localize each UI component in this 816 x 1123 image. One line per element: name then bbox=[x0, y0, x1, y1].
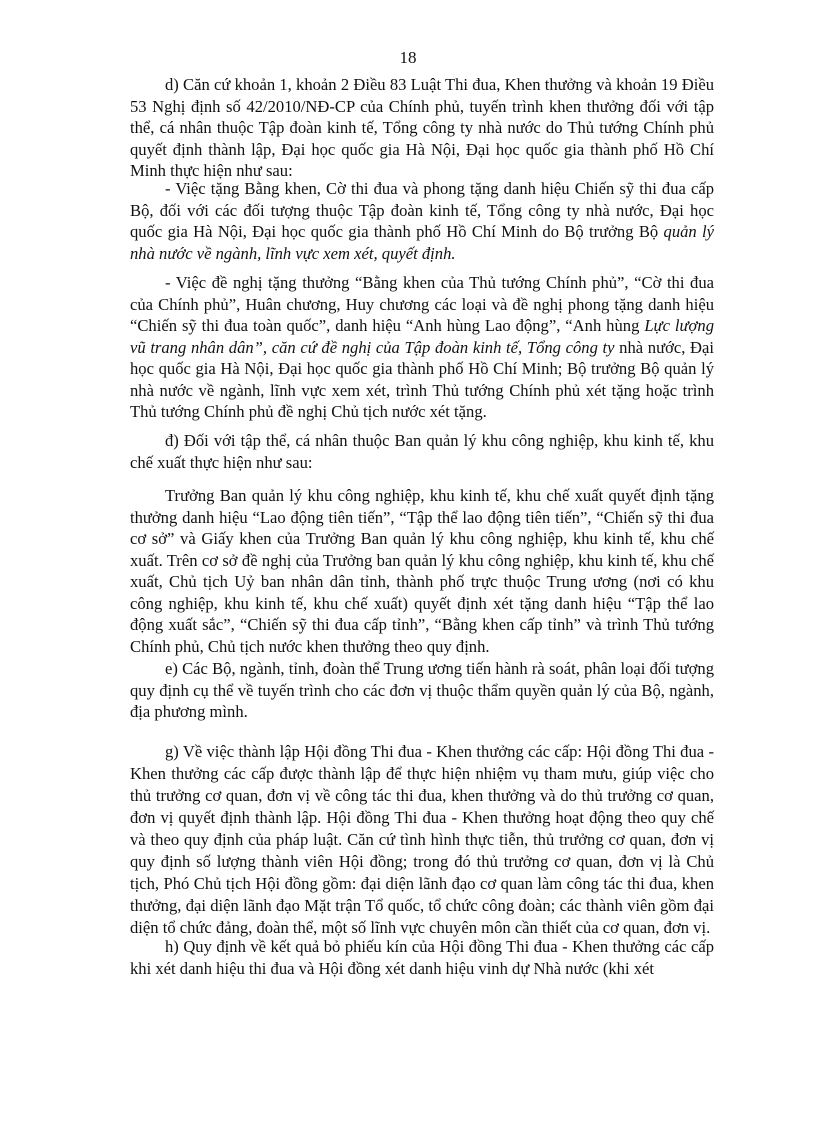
paragraph-d-bullet-1 bbox=[130, 178, 714, 264]
paragraph-d-bullet-2-text: - Việc đề nghị tặng thưởng “Bằng khen của Thủ tướng Chính phủ”, “Cờ thi đua của Chính phủ”, Huân chương, Huy chương các loại và đề nghị phong tặng danh hiệu “Chiến sỹ thi đua toàn quốc”, danh hiệu “Anh hùng Lao động”, “Anh hùng bbox=[130, 273, 714, 335]
paragraph-dd-body bbox=[130, 485, 714, 657]
paragraph-d-bullet-2-italic: Lực lượng vũ trang nhân dân”, căn cứ đề nghị của Tập đoàn kinh tế, Tổng công ty bbox=[130, 316, 715, 357]
paragraph-h bbox=[130, 936, 714, 979]
paragraph-h-text: h) Quy định về kết quả bỏ phiếu kín của Hội đồng Thi đua - Khen thưởng các cấp khi xét danh hiệu thi đua và Hội đồng xét danh hiệu vinh dự Nhà nước (khi xét bbox=[130, 937, 714, 978]
paragraph-dd-body-text: Trưởng Ban quản lý khu công nghiệp, khu kinh tế, khu chế xuất quyết định tặng thưởng danh hiệu “Lao động tiên tiến”, “Tập thể lao động tiên tiến”, “Chiến sỹ thi đua cơ sở” và Giấy khen của Trưởng Ban quản lý khu công nghiệp, khu kinh tế, khu chế xuất. Trên cơ sở đề nghị của Trưởng ban quản lý khu công nghiệp, khu kinh tế, khu chế xuất, Chủ tịch Uỷ ban nhân dân tỉnh, thành phố trực thuộc Trung ương (nơi có khu công nghiệp, khu kinh tế, khu chế xuất) quyết định xét tặng danh hiệu “Tập thể lao động xuất sắc”, “Chiến sỹ thi đua cấp tỉnh”, “Bằng khen cấp tỉnh” và trình Thủ tướng Chính phủ, Chủ tịch nước khen thưởng theo quy định. bbox=[130, 486, 714, 656]
paragraph-d-bullet-1-italic: quản lý nhà nước về ngành, lĩnh vực xem xét, quyết định. bbox=[130, 222, 714, 263]
paragraph-d-bullet-2-text-after: nhà nước, Đại học quốc gia Hà Nội, Đại học quốc gia thành phố Hồ Chí Minh; Bộ trưởng Bộ quản lý nhà nước về ngành, lĩnh vực xem xét, trình Thủ tướng Chính phủ xét tặng hoặc trình Thủ tướng Chính phủ đề nghị Chủ tịch nước xét tặng. bbox=[130, 337, 714, 421]
paragraph-d-bullet-2 bbox=[130, 272, 714, 423]
paragraph-g-text: g) Về việc thành lập Hội đồng Thi đua - Khen thưởng các cấp: Hội đồng Thi đua - Khen thưởng các cấp được thành lập để thực hiện nhiệm vụ tham mưu, giúp việc cho thủ trưởng cơ quan, đơn vị về công tác thi đua, khen thưởng và do thủ trưởng cơ quan, đơn vị quyết định thành lập. Hội đồng Thi đua - Khen thưởng hoạt động theo quy chế và theo quy định của pháp luật. Căn cứ tình hình thực tiễn, thủ trưởng cơ quan, đơn vị quy định số lượng thành viên Hội đồng; trong đó thủ trưởng cơ quan, đơn vị là Chủ tịch, Phó Chủ tịch Hội đồng gồm: đại diện lãnh đạo cơ quan làm công tác thi đua, khen thưởng, đại diện lãnh đạo Mặt trận Tổ quốc, tổ chức công đoàn; các thành viên gồm đại diện tổ chức đảng, đoàn thể, một số lĩnh vực chuyên môn cần thiết của cơ quan, đơn vị. bbox=[130, 742, 714, 937]
paragraph-d bbox=[130, 74, 714, 182]
paragraph-dd bbox=[130, 430, 714, 473]
paragraph-g bbox=[130, 741, 714, 939]
paragraph-dd-text: đ) Đối với tập thể, cá nhân thuộc Ban quản lý khu công nghiệp, khu kinh tế, khu chế xuất thực hiện như sau: bbox=[130, 431, 714, 472]
page-number: 18 bbox=[399, 48, 417, 67]
paragraph-d-bullet-1-text: - Việc tặng Bằng khen, Cờ thi đua và phong tặng danh hiệu Chiến sỹ thi đua cấp Bộ, đối với các đối tượng thuộc Tập đoàn kinh tế, Tổng công ty nhà nước, Đại học quốc gia Hà Nội, Đại học quốc gia thành phố Hồ Chí Minh do Bộ trưởng Bộ bbox=[130, 179, 714, 241]
paragraph-e bbox=[130, 658, 714, 723]
paragraph-e-text: e) Các Bộ, ngành, tỉnh, đoàn thể Trung ương tiến hành rà soát, phân loại đối tượng quy định cụ thể về tuyến trình cho các đơn vị thuộc thẩm quyền quản lý của Bộ, ngành, địa phương mình. bbox=[130, 659, 714, 721]
paragraph-d-text: d) Căn cứ khoản 1, khoản 2 Điều 83 Luật Thi đua, Khen thưởng và khoản 19 Điều 53 Nghị định số 42/2010/NĐ-CP của Chính phủ, tuyến trình khen thưởng đối với tập thể, cá nhân thuộc Tập đoàn kinh tế, Tổng công ty nhà nước do Thủ tướng Chính phủ quyết định thành lập, Đại học quốc gia Hà Nội, Đại học quốc gia thành phố Hồ Chí Minh thực hiện như sau: bbox=[130, 75, 714, 180]
